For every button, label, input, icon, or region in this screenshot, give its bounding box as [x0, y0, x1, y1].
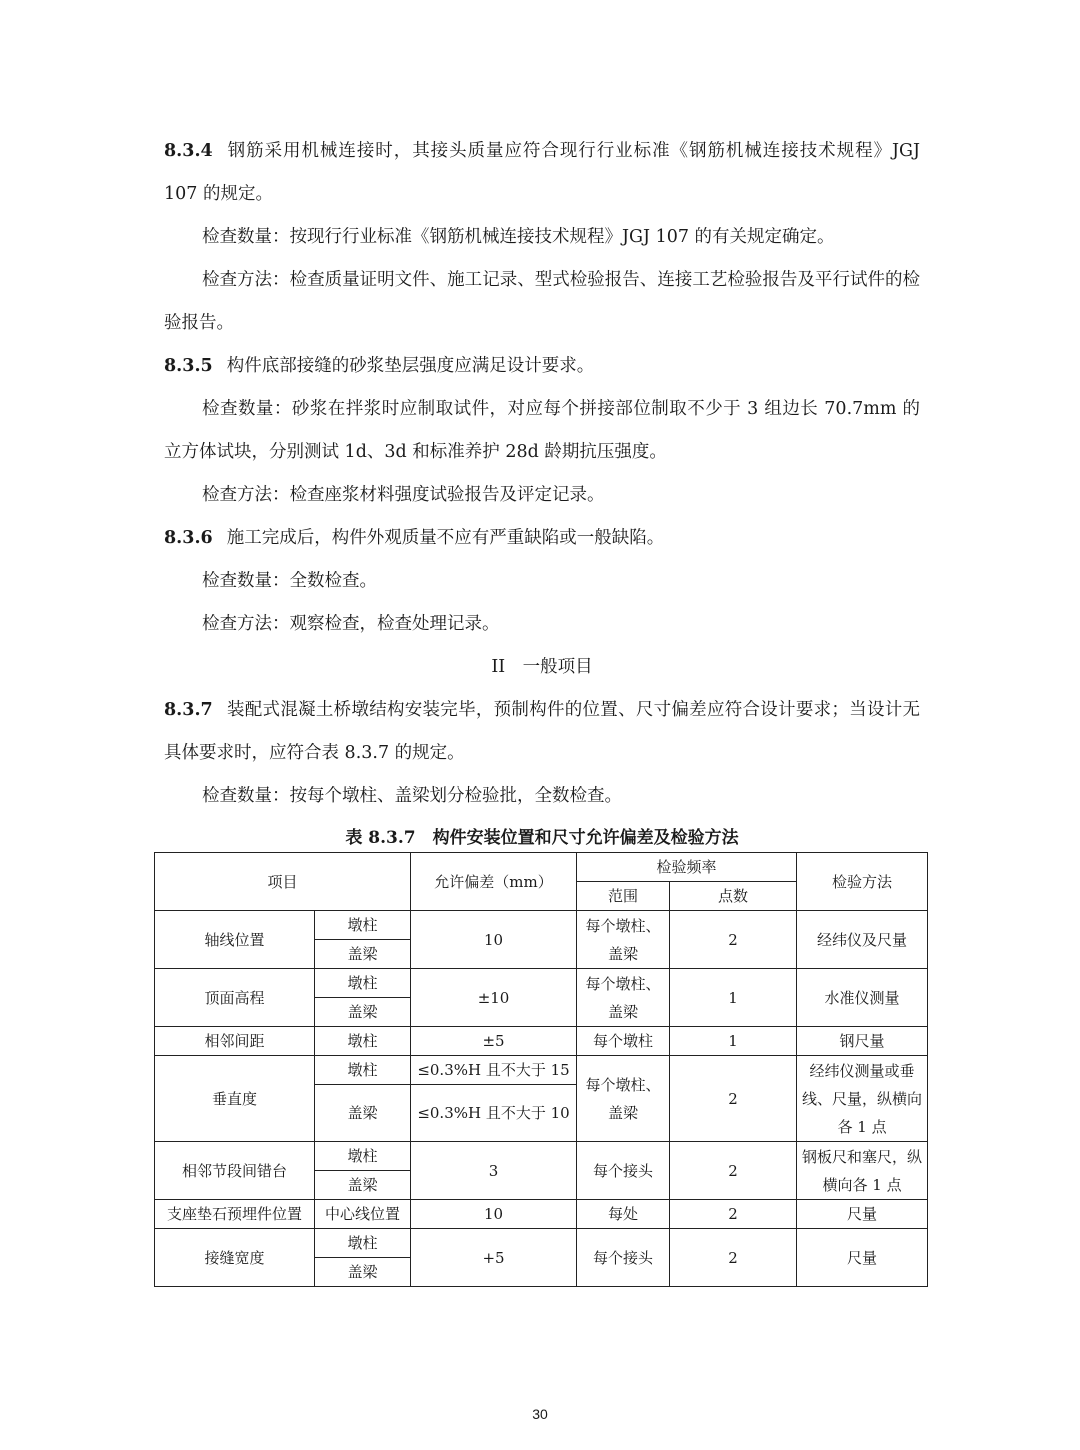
row-scope: 每处	[577, 1200, 670, 1229]
row-method: 经纬仪及尺量	[797, 911, 928, 969]
row-item: 相邻节段间错台	[155, 1142, 315, 1200]
table-row	[155, 1142, 928, 1171]
row-subitem: 墩柱	[315, 1229, 411, 1258]
row-subitem: 墩柱	[315, 1056, 411, 1085]
table-row	[155, 911, 928, 940]
row-tolerance: ≤0.3%H 且不大于 10	[411, 1085, 577, 1142]
table-row	[155, 1229, 928, 1258]
row-points: 2	[670, 1056, 797, 1142]
row-subitem: 墩柱	[315, 1027, 411, 1056]
row-item: 相邻间距	[155, 1027, 315, 1056]
clause-number: 8.3.6	[164, 528, 213, 548]
row-scope: 每个接头	[577, 1229, 670, 1287]
row-tolerance: 10	[411, 1200, 577, 1229]
row-item: 支座垫石预埋件位置	[155, 1200, 315, 1229]
tolerance-table	[154, 852, 928, 1287]
header-points: 点数	[670, 882, 797, 911]
table-row	[155, 1056, 928, 1085]
clause-8-3-7	[164, 689, 920, 775]
row-subitem: 盖梁	[315, 1171, 411, 1200]
page-number: 30	[532, 1406, 548, 1422]
clause-number: 8.3.4	[164, 141, 213, 161]
clause-text: 装配式混凝土桥墩结构安装完毕，预制构件的位置、尺寸偏差应符合设计要求；当设计无具体要求时，应符合表 8.3.7 的规定。	[164, 700, 920, 763]
row-subitem: 墩柱	[315, 1142, 411, 1171]
header-method: 检验方法	[797, 853, 928, 911]
table-caption: 表 8.3.7 构件安装位置和尺寸允许偏差及检验方法	[345, 828, 739, 848]
clause-8-3-5	[164, 345, 920, 388]
inspection-method: 检查方法：检查质量证明文件、施工记录、型式检验报告、连接工艺检验报告及平行试件的检验报告。	[164, 270, 920, 333]
row-points: 2	[670, 1200, 797, 1229]
header-scope: 范围	[577, 882, 670, 911]
inspection-method: 检查方法：检查座浆材料强度试验报告及评定记录。	[202, 485, 605, 505]
row-scope: 每个墩柱、盖梁	[577, 1056, 670, 1142]
row-scope: 每个接头	[577, 1142, 670, 1200]
row-points: 1	[670, 1027, 797, 1056]
inspection-quantity: 检查数量：砂浆在拌浆时应制取试件，对应每个拼接部位制取不少于 3 组边长 70.7mm 的立方体试块，分别测试 1d、3d 和标准养护 28d 龄期抗压强度。	[164, 399, 920, 462]
row-subitem: 中心线位置	[315, 1200, 411, 1229]
inspection-quantity: 检查数量：按每个墩柱、盖梁划分检验批，全数检查。	[202, 786, 622, 806]
row-points: 2	[670, 1142, 797, 1200]
row-tolerance: +5	[411, 1229, 577, 1287]
inspection-method: 检查方法：观察检查，检查处理记录。	[202, 614, 500, 634]
row-tolerance: 10	[411, 911, 577, 969]
clause-text: 施工完成后，构件外观质量不应有严重缺陷或一般缺陷。	[226, 528, 665, 548]
row-scope: 每个墩柱、盖梁	[577, 969, 670, 1027]
row-subitem: 墩柱	[315, 969, 411, 998]
clause-number: 8.3.5	[164, 356, 213, 376]
row-item: 垂直度	[155, 1056, 315, 1142]
table-row	[155, 1027, 928, 1056]
table-row	[155, 969, 928, 998]
inspection-quantity: 检查数量：按现行行业标准《钢筋机械连接技术规程》JGJ 107 的有关规定确定。	[202, 227, 835, 247]
document-body	[164, 130, 920, 858]
row-scope: 每个墩柱	[577, 1027, 670, 1056]
row-scope: 每个墩柱、盖梁	[577, 911, 670, 969]
row-points: 2	[670, 911, 797, 969]
inspection-quantity: 检查数量：全数检查。	[202, 571, 377, 591]
row-method: 经纬仪测量或垂线、尺量，纵横向各 1 点	[797, 1056, 928, 1142]
header-frequency: 检验频率	[577, 853, 797, 882]
row-method: 钢板尺和塞尺，纵横向各 1 点	[797, 1142, 928, 1200]
section-heading: II 一般项目	[491, 657, 593, 677]
row-item: 接缝宽度	[155, 1229, 315, 1287]
row-subitem: 盖梁	[315, 1085, 411, 1142]
clause-number: 8.3.7	[164, 700, 213, 720]
clause-text: 钢筋采用机械连接时，其接头质量应符合现行行业标准《钢筋机械连接技术规程》JGJ 107 的规定。	[164, 141, 920, 204]
clause-8-3-4	[164, 130, 920, 216]
row-item: 顶面高程	[155, 969, 315, 1027]
row-method: 水准仪测量	[797, 969, 928, 1027]
row-tolerance: ±10	[411, 969, 577, 1027]
row-method: 尺量	[797, 1200, 928, 1229]
row-subitem: 盖梁	[315, 940, 411, 969]
row-method: 尺量	[797, 1229, 928, 1287]
row-subitem: 盖梁	[315, 998, 411, 1027]
row-points: 1	[670, 969, 797, 1027]
row-tolerance: ≤0.3%H 且不大于 15	[411, 1056, 577, 1085]
header-item: 项目	[155, 853, 411, 911]
header-tolerance: 允许偏差（mm）	[411, 853, 577, 911]
row-item: 轴线位置	[155, 911, 315, 969]
row-method: 钢尺量	[797, 1027, 928, 1056]
clause-text: 构件底部接缝的砂浆垫层强度应满足设计要求。	[226, 356, 595, 376]
table-row	[155, 1200, 928, 1229]
row-subitem: 墩柱	[315, 911, 411, 940]
row-tolerance: 3	[411, 1142, 577, 1200]
clause-8-3-6	[164, 517, 920, 560]
table-header-row	[155, 853, 928, 882]
row-tolerance: ±5	[411, 1027, 577, 1056]
row-subitem: 盖梁	[315, 1258, 411, 1287]
row-points: 2	[670, 1229, 797, 1287]
